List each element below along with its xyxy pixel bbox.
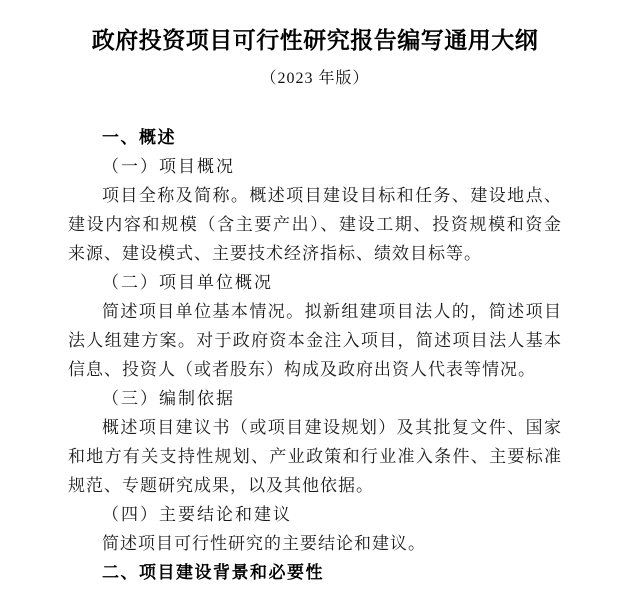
heading-background-necessity: 二、项目建设背景和必要性 xyxy=(102,563,324,582)
doc-subtitle: （2023 年版） xyxy=(260,70,370,87)
paragraph-compilation-basis: 概述项目建议书（或项目建设规划）及其批复文件、国家和地方有关支持性规划、产业政策和行业准入条件、主要标准规范、专题研究成果，以及其他依据。 xyxy=(68,418,562,495)
subheading-compilation-basis: （三）编制依据 xyxy=(102,389,235,408)
subheading-project-unit: （二）项目单位概况 xyxy=(102,273,273,292)
paragraph-project-unit: 简述项目单位基本情况。拟新组建项目法人的，简述项目法人组建方案。对于政府资本金注入项目，简述项目法人基本信息、投资人（或者股东）构成及政府出资人代表等情况。 xyxy=(68,302,562,379)
doc-title: 政府投资项目可行性研究报告编写通用大纲 xyxy=(91,28,539,53)
subheading-project-overview: （一）项目概况 xyxy=(102,157,235,176)
paragraph-project-overview: 项目全称及简称。概述项目建设目标和任务、建设地点、建设内容和规模（含主要产出）、建设工期、投资规模和资金来源、建设模式、主要技术经济指标、绩效目标等。 xyxy=(68,186,562,263)
doc-body xyxy=(68,123,562,587)
paragraph-conclusions-suggestions: 简述项目可行性研究的主要结论和建议。 xyxy=(102,534,426,553)
subheading-conclusions-suggestions: （四）主要结论和建议 xyxy=(102,505,292,524)
heading-overview: 一、概述 xyxy=(102,128,176,147)
